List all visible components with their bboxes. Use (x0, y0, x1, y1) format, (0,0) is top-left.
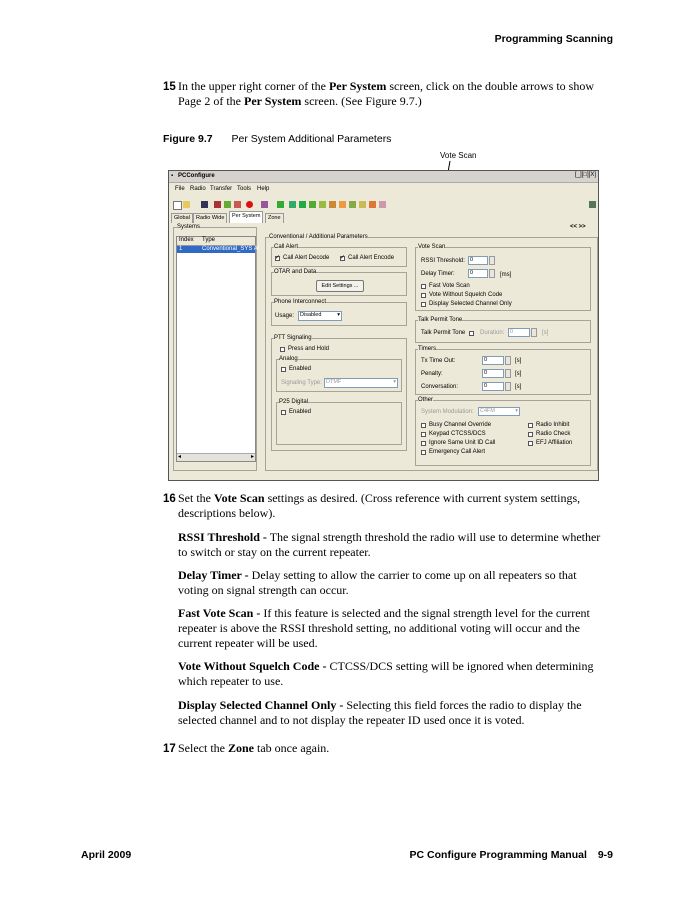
vote-scan-callout: Vote Scan (440, 151, 477, 160)
display-selected-only-checkbox[interactable] (421, 302, 426, 307)
otar-group (271, 269, 407, 296)
scroll-left-icon[interactable]: ◂ (178, 454, 182, 460)
efj-affiliation-label: EFJ Affiliation (536, 440, 573, 446)
system-modulation-value: C4FM (480, 408, 495, 414)
horizontal-scrollbar[interactable] (177, 453, 255, 461)
emergency-call-label: Emergency Call Alert (429, 449, 486, 455)
radio-check-checkbox[interactable] (528, 432, 533, 437)
tool6-icon[interactable] (329, 201, 336, 208)
tx-time-out-spinner[interactable] (505, 356, 511, 365)
tx-time-out-input[interactable]: 0 (482, 356, 504, 365)
usage-value: Disabled (300, 312, 322, 318)
save-icon[interactable] (201, 201, 208, 208)
delay-timer-spinner[interactable] (489, 269, 495, 278)
otar-title: OTAR and Data (274, 269, 317, 275)
vote-scan-title: Vote Scan (418, 244, 446, 250)
systems-title: Systems (177, 224, 201, 230)
write-radio-icon[interactable] (224, 201, 231, 208)
tool1-icon[interactable] (277, 201, 284, 208)
tool5-icon[interactable] (319, 201, 326, 208)
step-16-number: 16 (163, 493, 176, 505)
radio-inhibit-label: Radio Inhibit (536, 422, 570, 428)
tool3-icon[interactable] (299, 201, 306, 208)
ignore-same-unit-label: Ignore Same Unit ID Call (429, 440, 496, 446)
system-modulation-select[interactable] (478, 407, 520, 416)
analog-title: Analog (279, 356, 298, 362)
step-15-text: In the upper right corner of the Per System screen, click on the double arrows to show Page 2 of the Per System screen. (See Figure 9.7.) (178, 79, 594, 108)
app-icon: ▪ (171, 173, 174, 179)
systems-group (173, 224, 260, 471)
tab-per-system[interactable]: Per System (229, 211, 263, 223)
figure-caption (163, 133, 391, 145)
def-fast-vote-scan: Fast Vote Scan - If this feature is selected and the signal strength level for the current repeater is above the RSSI threshold setting, no additional voting will occur and the current repeater will be used. (178, 606, 590, 650)
edit-settings-button[interactable]: Edit Settings ... (316, 280, 364, 292)
analog-enabled-label: Enabled (289, 366, 312, 372)
efj-affiliation-checkbox[interactable] (528, 441, 533, 446)
step-17-text: Select the Zone tab once again. (178, 741, 330, 755)
press-hold-checkbox[interactable] (280, 347, 285, 352)
def-display-selected-channel: Display Selected Channel Only - Selecting this field forces the radio to display the selected channel and to not display the repeater ID used once it is voted. (178, 698, 582, 727)
transfer-icon[interactable] (234, 201, 241, 208)
conversation-spinner[interactable] (505, 382, 511, 391)
busy-channel-label: Busy Channel Override (429, 422, 492, 428)
vote-without-squelch-checkbox[interactable] (421, 293, 426, 298)
window-title: PCConfigure (178, 173, 215, 179)
chevron-down-icon[interactable]: ▾ (515, 408, 518, 414)
radio-inhibit-checkbox[interactable] (528, 423, 533, 428)
fast-vote-scan-checkbox[interactable] (421, 284, 426, 289)
signaling-type-value: DTMF (326, 379, 342, 385)
title-bar (169, 171, 598, 183)
penalty-spinner[interactable] (505, 369, 511, 378)
signaling-type-label: Signaling Type: (281, 380, 322, 386)
analog-enabled-checkbox[interactable] (281, 367, 286, 372)
conventional-title: Conventional / Additional Parameters (269, 234, 368, 240)
footer-manual-title: PC Configure Programming Manual (409, 849, 587, 861)
keypad-ctcss-label: Keypad CTCSS/DCS (429, 431, 486, 437)
step-15-number: 15 (163, 81, 176, 93)
tool7-icon[interactable] (339, 201, 346, 208)
call-alert-decode-label: Call Alert Decode (283, 255, 330, 261)
chevron-down-icon[interactable]: ▾ (337, 312, 340, 318)
tx-time-out-label: Tx Time Out: (421, 358, 456, 364)
page-nav-arrows[interactable]: << >> (570, 224, 586, 230)
def-delay-timer: Delay Timer - Delay setting to allow the carrier to come up on all repeaters so that voting on signal strength can occur. (178, 568, 577, 597)
vote-without-squelch-label: Vote Without Squelch Code (429, 292, 503, 298)
tool8-icon[interactable] (349, 201, 356, 208)
col-type[interactable]: Type (202, 237, 216, 243)
footer-date: April 2009 (81, 849, 132, 861)
conversation-unit: [s] (515, 384, 522, 390)
pcconfigure-window (168, 170, 599, 481)
penalty-unit: [s] (515, 371, 522, 377)
record-icon[interactable] (246, 201, 253, 208)
rssi-threshold-spinner[interactable] (489, 256, 495, 265)
timers-title: Timers (418, 346, 437, 352)
page-number: 9-9 (597, 849, 613, 861)
step-16-text: Set the Vote Scan settings as desired. (Cross reference with current system settings, descriptions below). (178, 491, 581, 520)
phone-interconnect-group (271, 299, 407, 326)
talk-permit-group (415, 317, 591, 343)
busy-channel-checkbox[interactable] (421, 423, 426, 428)
tx-time-out-unit: [s] (515, 358, 522, 364)
emergency-call-checkbox[interactable] (421, 450, 426, 455)
duration-spinner[interactable] (531, 328, 537, 337)
menu-radio[interactable]: Radio (190, 186, 206, 192)
tool9-icon[interactable] (359, 201, 366, 208)
new-icon[interactable] (173, 201, 182, 210)
penalty-input[interactable]: 0 (482, 369, 504, 378)
timers-group (415, 346, 591, 395)
p25-group (276, 399, 402, 445)
call-alert-group (271, 244, 407, 267)
figure-caption-text: Per System Additional Parameters (231, 133, 392, 145)
delay-timer-unit: [ms] (500, 272, 512, 278)
radio-check-label: Radio Check (536, 431, 571, 437)
delay-timer-label: Delay Timer: (421, 271, 455, 277)
duration-input[interactable]: 0 (508, 328, 530, 337)
systems-list[interactable] (176, 236, 260, 462)
duration-unit: [s] (542, 330, 549, 336)
systems-list-header (177, 237, 255, 246)
call-alert-title: Call Alert (274, 244, 299, 250)
keypad-ctcss-checkbox[interactable] (421, 432, 426, 437)
call-alert-encode-checkbox[interactable] (340, 256, 345, 261)
read-radio-icon[interactable] (214, 201, 221, 208)
p25-enabled-checkbox[interactable] (281, 410, 286, 415)
ptt-signaling-group (271, 335, 407, 451)
tool11-icon[interactable] (379, 201, 386, 208)
ptt-title: PTT Signaling (274, 335, 312, 341)
display-selected-only-label: Display Selected Channel Only (429, 301, 512, 307)
tool2-icon[interactable] (289, 201, 296, 208)
col-index[interactable]: Index (179, 237, 194, 243)
talk-permit-title: Talk Permit Tone (418, 317, 463, 323)
row-type: Conventional_SYS Al (202, 246, 260, 252)
chevron-down-icon[interactable]: ▾ (393, 379, 396, 385)
menu-transfer[interactable]: Transfer (210, 186, 233, 192)
exit-icon[interactable] (589, 201, 596, 208)
p25-title: P25 Digital (279, 399, 309, 405)
fast-vote-scan-label: Fast Vote Scan (429, 283, 470, 289)
figure-label: Figure 9.7 (163, 133, 213, 145)
menu-tools[interactable]: Tools (237, 186, 252, 192)
tab-zone[interactable]: Zone (265, 213, 284, 223)
clone-icon[interactable] (261, 201, 268, 208)
menu-file[interactable]: File (175, 186, 185, 192)
open-icon[interactable] (183, 201, 190, 208)
conversation-label: Conversation: (421, 384, 459, 390)
vote-scan-group (415, 244, 591, 311)
p25-enabled-label: Enabled (289, 409, 312, 415)
def-vote-without-squelch: Vote Without Squelch Code - CTCSS/DCS setting will be ignored when determining which repeater to use. (178, 659, 594, 688)
delay-timer-input[interactable]: 0 (468, 269, 488, 278)
signaling-type-select[interactable] (324, 378, 398, 388)
other-title: Other (418, 397, 434, 403)
rssi-threshold-input[interactable]: 0 (468, 256, 488, 265)
menu-help[interactable]: Help (257, 186, 270, 192)
call-alert-encode-label: Call Alert Encode (348, 255, 395, 261)
tool4-icon[interactable] (309, 201, 316, 208)
ignore-same-unit-checkbox[interactable] (421, 441, 426, 446)
call-alert-decode-checkbox[interactable] (275, 256, 280, 261)
penalty-label: Penalty: (421, 371, 443, 377)
usage-select[interactable] (298, 311, 342, 321)
conversation-input[interactable]: 0 (482, 382, 504, 391)
analog-group (276, 356, 402, 392)
row-index: 1 (179, 246, 183, 252)
window-controls[interactable]: [_][□][X] (575, 172, 596, 178)
tool10-icon[interactable] (369, 201, 376, 208)
scroll-right-icon[interactable]: ▸ (250, 454, 254, 460)
step-17-number: 17 (163, 743, 176, 755)
def-rssi-threshold: RSSI Threshold - The signal strength threshold the radio will use to determine whether to switch or stay on the current repeater. (178, 530, 601, 559)
other-group (415, 397, 591, 466)
duration-label: Duration: (480, 330, 505, 336)
system-modulation-label: System Modulation: (421, 409, 474, 415)
phone-title: Phone Interconnect (274, 299, 327, 305)
usage-label: Usage: (275, 313, 295, 319)
talk-permit-checkbox[interactable] (469, 331, 474, 336)
footer-manual (410, 849, 613, 861)
table-row[interactable] (177, 246, 260, 253)
tab-radio-wide[interactable]: Radio Wide (193, 213, 227, 223)
rssi-threshold-label: RSSI Threshold: (421, 258, 465, 264)
tab-global[interactable]: Global (171, 213, 193, 223)
running-header: Programming Scanning (494, 33, 613, 45)
press-hold-label: Press and Hold (288, 346, 330, 352)
talk-permit-label: Talk Permit Tone (421, 330, 466, 336)
